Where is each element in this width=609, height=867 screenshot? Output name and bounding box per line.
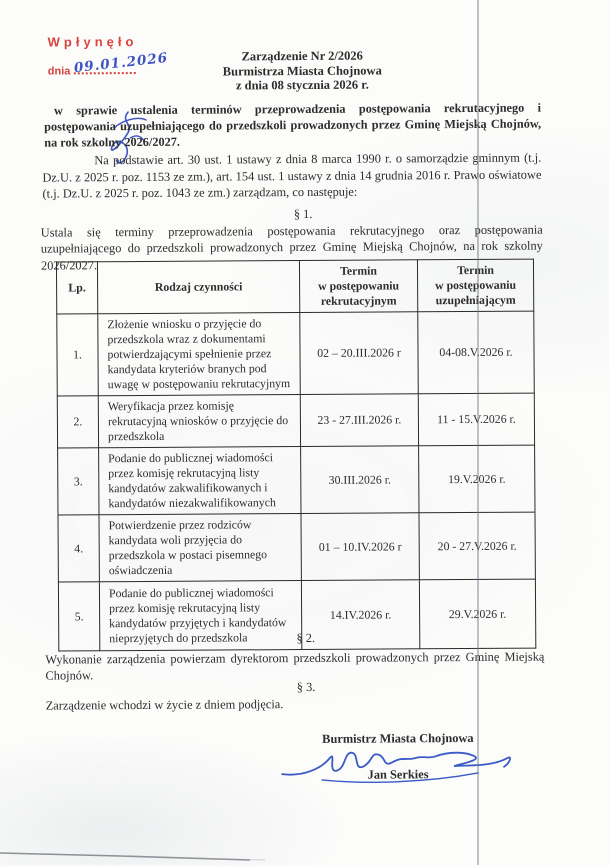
table-header-row (56, 259, 533, 314)
row-activity: Potwierdzenie przez rodziców kandydata woli przyjęcia do przedszkola w postaci pisemnego oświadczenia (99, 514, 301, 582)
row-term-supplementary: 19.V.2026 r. (419, 445, 535, 513)
row-term-supplementary: 04-08.V.2026 r. (418, 311, 534, 394)
row-term-recruitment: 01 – 10.IV.2026 r (301, 513, 419, 581)
legal-basis-paragraph: Na podstawie art. 30 ust. 1 ustawy z dnia 8 marca 1990 r. o samorządzie gminnym (t.j. Dz.U. z 2025 r. poz. 1153 ze zm.), art. 154 ust. 1 ustawy z dnia 14 grudnia 2016 r. Prawo oświatowe (t.j. Dz.U. z 2025 r. poz. 1043 ze zm.) zarządzam, co następuje: (42, 150, 542, 201)
header-term-recruitment: Termin w postępowaniu rekrutacyjnym (299, 260, 417, 313)
received-date-handwritten: 09.01.2026 (73, 49, 169, 77)
row-term-recruitment: 30.III.2026 r. (301, 446, 419, 514)
row-activity: Złożenie wniosku o przyjęcie do przedszkola wraz z dokumentami potwierdzającymi spełnienie przez kandydata kryteriów branych pod uwagę w postępowaniu rekrutacyjnym (98, 313, 300, 396)
table-row (58, 445, 535, 515)
section3-body: Zarządzenie wchodzi w życie z dniem podjęcia. (45, 697, 284, 713)
row-activity: Podanie do publicznej wiadomości przez komisję rekrutacyjną listy kandydatów zakwalifikowanych i kandydatów niezakwalifikowanych (99, 447, 301, 515)
header-term-supplementary: Termin w postępowaniu uzupełniającym (417, 259, 533, 312)
row-term-supplementary: 29.V.2026 r. (419, 579, 535, 649)
header-activity: Rodzaj czynności (97, 261, 299, 314)
row-term-recruitment: 14.IV.2026 r. (301, 580, 419, 650)
section2-heading: § 2. (296, 630, 316, 646)
row-term-supplementary: 20 - 27.V.2026 r. (419, 512, 535, 580)
header-lp: Lp. (56, 262, 97, 314)
received-stamp-date-label: dnia (47, 65, 71, 78)
table-row (58, 512, 535, 582)
row-lp: 2. (57, 396, 98, 448)
title-line-number: Zarządzenie Nr 2/2026 (241, 48, 363, 64)
row-term-supplementary: 11 - 15.V.2026 r. (418, 393, 534, 446)
row-lp: 3. (58, 448, 99, 515)
table-row (57, 393, 534, 448)
row-activity: Weryfikacja przez komisję rekrutacyjną wniosków o przyjęcie do przedszkola (98, 395, 300, 448)
document-title (0, 47, 607, 94)
section1-heading: § 1. (293, 206, 313, 222)
signatory-name: Jan Serkies (367, 767, 429, 782)
row-lp: 4. (58, 515, 99, 582)
row-lp: 5. (58, 582, 99, 651)
row-term-recruitment: 02 – 20.III.2026 r (300, 312, 418, 395)
title-line-date: z dnia 08 stycznia 2026 r. (235, 77, 369, 93)
subject-paragraph: w sprawie ustalenia terminów przeprowadzenia postępowania rekrutacyjnego i postępowania uzupełniającego do przedszkoli prowadzonych przez Gminę Miejską Chojnów, na rok szkolny 2026/2027. (44, 100, 542, 150)
title-line-issuer: Burmistrza Miasta Chojnowa (222, 63, 382, 78)
row-lp: 1. (57, 314, 99, 396)
signatory-title: Burmistrz Miasta Chojnowa (322, 730, 474, 746)
table-row (57, 311, 534, 396)
section2-body: Wykonanie zarządzenia powierzam dyrektorom przedszkoli prowadzonych przez Gminę Miejską Chojnów. (45, 649, 545, 683)
row-term-recruitment: 23 - 27.III.2026 r. (300, 394, 418, 447)
received-stamp-label: Wpłynęło (47, 34, 138, 50)
section1-body: Ustala się terminy przeprowadzenia postępowania rekrutacyjnego oraz postępowania uzupełniającego do przedszkoli prowadzonych przez Gminę Miejską Chojnów, na rok szkolny 2026/2027. (40, 222, 543, 273)
signature-block (284, 730, 512, 782)
section3-heading: § 3. (296, 679, 316, 695)
row-activity: Podanie do publicznej wiadomości przez komisję rekrutacyjną listy kandydatów przyjętych i kandydatów nieprzyjętych do przedszkola (99, 581, 301, 651)
deadlines-table (56, 259, 536, 652)
